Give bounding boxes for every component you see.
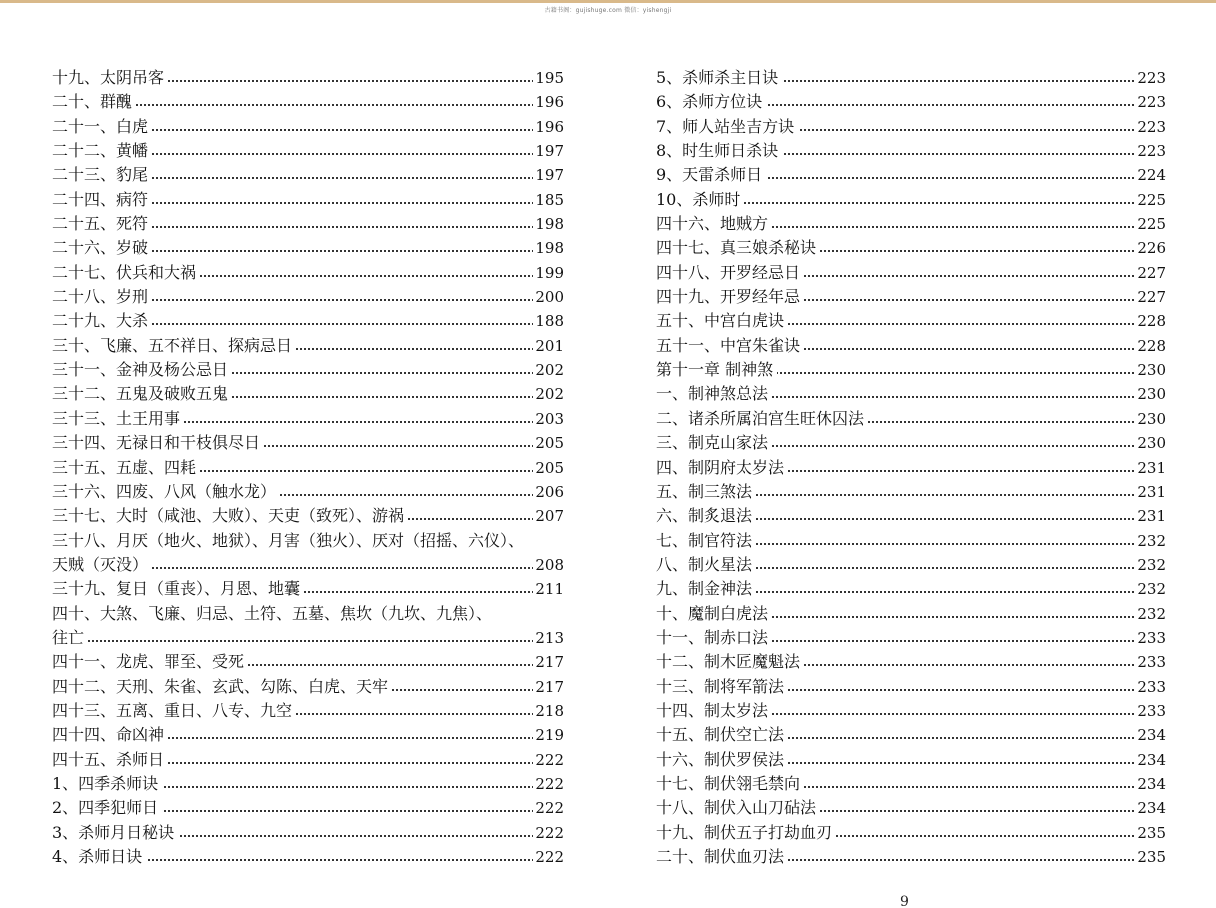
toc-entry [656,382,1166,406]
toc-entry-title: 三十七、大时（咸池、大败）、天吏（致死）、游祸 [52,504,408,528]
toc-entry [52,139,572,163]
toc-entry-page: 234 [1135,748,1166,772]
toc-entry-page: 228 [1135,334,1166,358]
toc-entry-title: 五十一、中宫朱雀诀 [656,334,804,358]
toc-entry [52,553,572,577]
toc-entry-page: 206 [533,480,564,504]
toc-entry [52,504,572,528]
toc-entry [52,309,572,333]
toc-entry-page: 234 [1135,772,1166,796]
toc-entry-page: 234 [1135,723,1166,747]
toc-entry-page: 223 [1135,139,1166,163]
toc-entry-title: 二十一、白虎 [52,115,152,139]
toc-entry [52,602,572,626]
toc-entry-page: 223 [1135,90,1166,114]
toc-entry-title: 四十二、天刑、朱雀、玄武、勾陈、白虎、天牢 [52,675,392,699]
toc-entry-page: 232 [1135,553,1166,577]
toc-entry-title: 往亡 [52,626,88,650]
toc-entry-title: 四十四、命凶神 [52,723,168,747]
toc-entry [656,212,1166,236]
toc-entry-page: 222 [533,821,564,845]
toc-entry-page: 224 [1135,163,1166,187]
toc-entry-page: 227 [1135,285,1166,309]
toc-entry-page: 234 [1135,796,1166,820]
toc-entry [52,821,572,845]
toc-entry [656,261,1166,285]
toc-entry-page: 233 [1135,650,1166,674]
top-border [0,0,1216,3]
toc-entry-title: 十八、制伏入山刀砧法 [656,796,820,820]
toc-entry [52,382,572,406]
toc-entry [52,90,572,114]
toc-entry [656,723,1166,747]
toc-entry [656,675,1166,699]
toc-entry [656,480,1166,504]
toc-entry-title: 三十八、月厌（地火、地狱）、月害（独火）、厌对（招摇、六仪）、 [52,530,525,550]
toc-entry-page: 225 [1135,188,1166,212]
toc-entry [656,66,1166,90]
toc-entry-title: 四十一、龙虎、罪至、受死 [52,650,248,674]
toc-entry-title: 1、四季杀师诀 [52,772,162,796]
toc-entry [656,504,1166,528]
toc-entry-title: 二、诸杀所属泊宫生旺休囚法 [656,407,868,431]
toc-entry-title: 天贼（灭没） [52,553,152,577]
toc-entry-page: 233 [1135,699,1166,723]
toc-entry-page: 233 [1135,626,1166,650]
toc-entry-title: 二十七、伏兵和大祸 [52,261,200,285]
toc-entry-title: 二十六、岁破 [52,236,152,260]
toc-entry [656,163,1166,187]
toc-entry-title: 二十四、病符 [52,188,152,212]
toc-entry-page: 225 [1135,212,1166,236]
toc-entry-title: 五十、中宫白虎诀 [656,309,788,333]
toc-entry-title: 十二、制木匠魔魁法 [656,650,804,674]
toc-entry-page: 232 [1135,529,1166,553]
toc-entry-title: 六、制炙退法 [656,504,756,528]
toc-entry-title: 九、制金神法 [656,577,756,601]
toc-entry-title: 2、四季犯师日 [52,796,162,820]
toc-entry [52,845,572,869]
toc-entry-page: 230 [1135,431,1166,455]
toc-entry [656,772,1166,796]
toc-entry-title: 三十五、五虚、四耗 [52,456,200,480]
toc-entry-title: 三十六、四废、八风（触水龙） [52,480,280,504]
toc-leader-dots [52,640,538,642]
toc-entry-title: 四十五、杀师日 [52,748,168,772]
toc-entry-page: 223 [1135,115,1166,139]
toc-entry [52,650,572,674]
toc-entry [52,236,572,260]
toc-entry-page: 200 [533,285,564,309]
toc-entry [52,431,572,455]
toc-entry-title: 四十、大煞、飞廉、归忌、土符、五墓、焦坎（九坎、九焦）、 [52,603,493,623]
toc-entry-page: 213 [533,626,564,650]
toc-entry-page: 196 [533,90,564,114]
toc-entry-title: 6、杀师方位诀 [656,90,766,114]
toc-entry-page: 230 [1135,382,1166,406]
toc-entry-page: 223 [1135,66,1166,90]
toc-entry-page: 197 [533,163,564,187]
toc-entry-title: 4、杀师日诀 [52,845,146,869]
toc-entry-page: 198 [533,212,564,236]
toc-entry-title: 7、师人站坐吉方诀 [656,115,798,139]
toc-entry-title: 二十、群醜 [52,90,136,114]
toc-entry [52,772,572,796]
toc-entry-title: 二十九、大杀 [52,309,152,333]
toc-entry-page: 222 [533,845,564,869]
toc-entry [656,115,1166,139]
toc-entry-title: 9、天雷杀师日 [656,163,766,187]
toc-entry-title: 5、杀师杀主日诀 [656,66,782,90]
toc-entry-title: 二十八、岁刑 [52,285,152,309]
toc-entry [52,456,572,480]
toc-entry-title: 十六、制伏罗侯法 [656,748,788,772]
page-number: 9 [900,894,909,908]
toc-entry-title: 三十二、五鬼及破败五鬼 [52,382,232,406]
toc-entry [52,529,572,553]
toc-entry-page: 222 [533,772,564,796]
toc-entry-page: 199 [533,261,564,285]
toc-entry-page: 230 [1135,358,1166,382]
toc-entry [52,358,572,382]
toc-entry [52,115,572,139]
toc-entry [656,285,1166,309]
toc-entry-page: 232 [1135,602,1166,626]
toc-entry [52,212,572,236]
toc-entry [52,261,572,285]
toc-entry-page: 202 [533,358,564,382]
toc-entry-title: 十九、太阴吊客 [52,66,168,90]
toc-entry-title: 三十、飞廉、五不祥日、探病忌日 [52,334,296,358]
toc-entry-page: 219 [533,723,564,747]
toc-entry-title: 八、制火星法 [656,553,756,577]
toc-entry [52,748,572,772]
toc-entry-title: 3、杀师月日秘诀 [52,821,178,845]
toc-entry [656,699,1166,723]
toc-entry [656,821,1166,845]
toc-entry-page: 205 [533,431,564,455]
toc-entry [656,748,1166,772]
watermark-text: 古籍书阁：gujishuge.com 微信：yishengji [544,7,672,14]
toc-entry-page: 230 [1135,407,1166,431]
toc-entry-title: 十五、制伏空亡法 [656,723,788,747]
toc-entry-page: 218 [533,699,564,723]
toc-entry [52,699,572,723]
toc-entry-page: 232 [1135,577,1166,601]
toc-entry-page: 196 [533,115,564,139]
toc-entry-page: 231 [1135,456,1166,480]
toc-entry-page: 235 [1135,845,1166,869]
toc-entry-title: 四十八、开罗经忌日 [656,261,804,285]
toc-entry [52,66,572,90]
toc-entry-page: 188 [533,309,564,333]
toc-entry-page: 217 [533,675,564,699]
toc-entry-title: 8、时生师日杀诀 [656,139,782,163]
toc-entry-title: 三十九、复日（重丧）、月恩、地囊 [52,577,304,601]
toc-entry [656,431,1166,455]
toc-entry-title: 四十六、地贼方 [656,212,772,236]
toc-entry-page: 207 [533,504,564,528]
toc-entry-title: 四十九、开罗经年忌 [656,285,804,309]
toc-entry [52,407,572,431]
toc-entry-title: 一、制神煞总法 [656,382,772,406]
toc-entry-page: 211 [533,577,564,601]
toc-entry-page: 202 [533,382,564,406]
toc-entry-page: 226 [1135,236,1166,260]
toc-entry [656,845,1166,869]
toc-entry-page: 233 [1135,675,1166,699]
toc-entry-title: 四、制阴府太岁法 [656,456,788,480]
toc-entry-title: 三十四、无禄日和干枝俱尽日 [52,431,264,455]
toc-entry [52,796,572,820]
toc-entry [52,723,572,747]
toc-entry [656,602,1166,626]
toc-entry [656,626,1166,650]
toc-entry [656,650,1166,674]
toc-entry-page: 231 [1135,480,1166,504]
toc-entry-page: 222 [533,748,564,772]
toc-entry [656,577,1166,601]
toc-entry-title: 七、制官符法 [656,529,756,553]
toc-entry-page: 185 [533,188,564,212]
toc-right-column [656,66,1166,869]
toc-entry-title: 十三、制将军箭法 [656,675,788,699]
toc-entry [656,334,1166,358]
toc-entry-page: 235 [1135,821,1166,845]
toc-entry-title: 二十、制伏血刃法 [656,845,788,869]
toc-entry-title: 十四、制太岁法 [656,699,772,723]
toc-entry-page: 197 [533,139,564,163]
toc-entry [656,90,1166,114]
toc-entry-page: 205 [533,456,564,480]
toc-entry-title: 二十二、黄幡 [52,139,152,163]
toc-entry [656,456,1166,480]
toc-entry [52,480,572,504]
toc-entry [656,553,1166,577]
toc-entry-page: 217 [533,650,564,674]
toc-entry-page: 198 [533,236,564,260]
toc-entry-title: 四十七、真三娘杀秘诀 [656,236,820,260]
toc-entry [52,626,572,650]
toc-entry [52,334,572,358]
toc-entry-title: 第十一章 制神煞 [656,358,777,382]
toc-entry [52,188,572,212]
toc-entry-title: 十九、制伏五子打劫血刃 [656,821,836,845]
toc-entry-page: 201 [533,334,564,358]
toc-entry-title: 五、制三煞法 [656,480,756,504]
toc-entry [52,675,572,699]
toc-entry [656,236,1166,260]
toc-entry [656,796,1166,820]
toc-entry-title: 四十三、五离、重日、八专、九空 [52,699,296,723]
toc-entry [656,407,1166,431]
toc-entry [656,358,1166,382]
toc-entry-page: 227 [1135,261,1166,285]
toc-entry-title: 三、制克山家法 [656,431,772,455]
toc-entry-title: 十、魔制白虎法 [656,602,772,626]
toc-entry-page: 231 [1135,504,1166,528]
toc-entry [52,163,572,187]
toc-entry [656,529,1166,553]
toc-entry-title: 三十一、金神及杨公忌日 [52,358,232,382]
toc-entry-page: 208 [533,553,564,577]
toc-entry-page: 222 [533,796,564,820]
toc-entry-title: 二十三、豹尾 [52,163,152,187]
toc-entry-page: 203 [533,407,564,431]
toc-entry [656,139,1166,163]
toc-entry [656,188,1166,212]
toc-entry [52,577,572,601]
toc-entry [52,285,572,309]
toc-entry-page: 195 [533,66,564,90]
toc-entry-page: 228 [1135,309,1166,333]
toc-entry-title: 三十三、土王用事 [52,407,184,431]
toc-entry-title: 十一、制赤口法 [656,626,772,650]
toc-entry [656,309,1166,333]
toc-entry-title: 十七、制伏翎毛禁向 [656,772,804,796]
toc-left-column [52,66,572,869]
toc-entry-title: 二十五、死符 [52,212,152,236]
toc-entry-title: 10、杀师时 [656,188,744,212]
